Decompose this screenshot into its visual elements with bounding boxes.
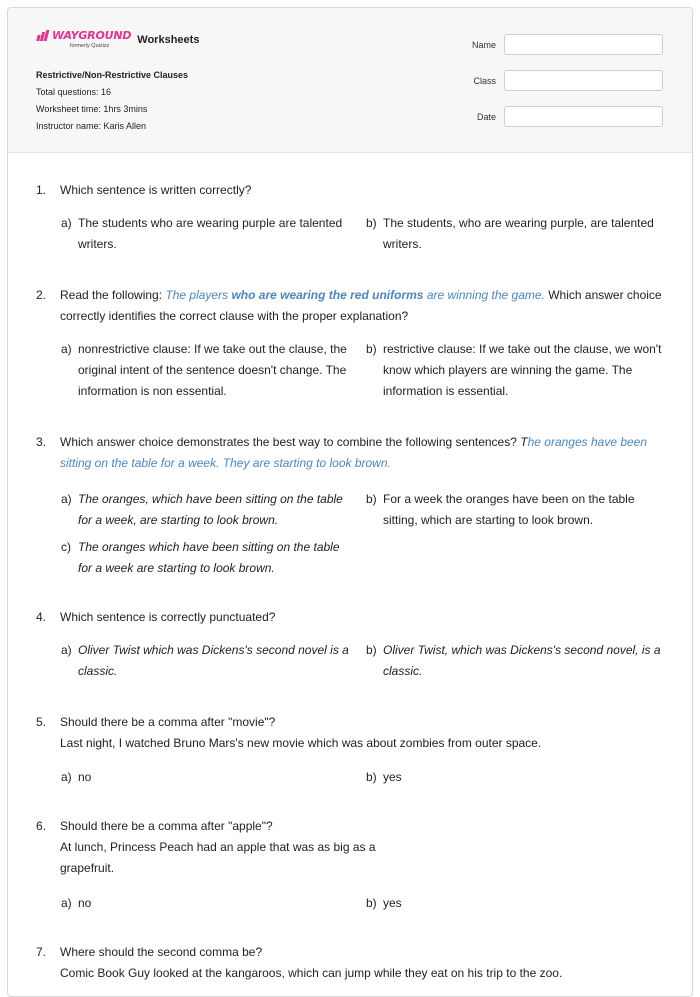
logo-bars-icon xyxy=(36,30,50,41)
option-letter: b) xyxy=(366,492,377,506)
option-text: Oliver Twist which was Dickens's second novel is a classic. xyxy=(78,643,349,678)
option-letter: a) xyxy=(61,342,72,356)
worksheet-time: Worksheet time: 1hrs 3mins xyxy=(36,104,148,114)
question-stem: Which sentence is correctly punctuated? xyxy=(60,610,276,624)
option-text: nonrestrictive clause: If we take out the clause, the original intent of the sentence doesn't change. The information is non essential. xyxy=(78,342,347,398)
name-field-row xyxy=(472,34,663,55)
question-stem: Read the following: The players who are wearing the red uniforms are winning the game. Which answer choice correctly identifies the correct clause with the proper explanation? xyxy=(60,288,662,323)
question-sentence: At lunch, Princess Peach had an apple that was as big as a grapefruit. xyxy=(60,840,376,875)
worksheet-meta xyxy=(36,67,188,135)
option-text: no xyxy=(78,896,92,910)
wayground-logo xyxy=(36,29,131,49)
option-letter: c) xyxy=(61,540,71,554)
option-text: restrictive clause: If we take out the clause, we won't know which players are winning the game. The information is essential. xyxy=(383,342,662,398)
option-text: Oliver Twist, which was Dickens's second novel, is a classic. xyxy=(383,643,661,678)
option-text: For a week the oranges have been on the table sitting, which are starting to look brown. xyxy=(383,492,635,527)
name-input[interactable] xyxy=(504,34,663,55)
question-stem: Where should the second comma be? Comic Book Guy looked at the kangaroos, which can jump while they eat on his trip to the zoo. xyxy=(60,942,666,984)
worksheet-title: Restrictive/Non-Restrictive Clauses xyxy=(36,70,189,80)
question-number: 4. xyxy=(36,610,47,624)
option-letter: a) xyxy=(61,896,72,910)
question-stem: Which sentence is written correctly? xyxy=(60,183,252,197)
option-letter: b) xyxy=(366,770,377,784)
option-letter: b) xyxy=(366,896,377,910)
option-text: yes xyxy=(383,896,402,910)
brand xyxy=(36,29,199,49)
question-stem: Which answer choice demonstrates the best way to combine the following sentences? The oranges have been sitting on the table for a week. They are starting to look brown. xyxy=(60,435,648,470)
class-label: Class xyxy=(473,75,496,86)
worksheet-page xyxy=(7,7,693,997)
option-letter: b) xyxy=(366,643,377,657)
option-letter: a) xyxy=(61,216,72,230)
question-sentence: Comic Book Guy looked at the kangaroos, which can jump while they eat on his trip to the zoo. xyxy=(60,966,563,980)
question-number: 7. xyxy=(36,945,47,959)
date-field-row xyxy=(472,106,663,127)
option-letter: a) xyxy=(61,770,72,784)
question-number: 2. xyxy=(36,288,47,302)
option-text: The students, who are wearing purple, are talented writers. xyxy=(383,216,654,251)
option-text: The oranges which have been sitting on the table for a week are starting to look brown. xyxy=(78,540,340,575)
option-text: The students who are wearing purple are talented writers. xyxy=(78,216,343,251)
instructor-name: Instructor name: Karis Allen xyxy=(36,121,147,131)
total-questions: Total questions: 16 xyxy=(36,87,112,97)
product-name: Worksheets xyxy=(137,34,200,46)
logo-text: WAYGROUND xyxy=(52,29,132,42)
option-text: yes xyxy=(383,770,402,784)
option-letter: b) xyxy=(366,342,377,356)
quoted-sentence: The players xyxy=(165,288,232,302)
option-letter: b) xyxy=(366,216,377,230)
logo-subtitle: formerly Quizizz xyxy=(69,43,110,49)
class-field-row xyxy=(472,70,663,91)
worksheet-header xyxy=(8,8,692,153)
option-letter: a) xyxy=(61,492,72,506)
question-stem: Should there be a comma after "movie"? Last night, I watched Bruno Mars's new movie which was about zombies from outer space. xyxy=(60,712,666,754)
highlighted-clause: who are wearing the red uniforms xyxy=(231,288,424,302)
question-stem: Should there be a comma after "apple"? At lunch, Princess Peach had an apple that was as big as a grapefruit. xyxy=(60,816,666,879)
option-text: no xyxy=(78,770,92,784)
student-fields xyxy=(472,34,663,142)
question-number: 5. xyxy=(36,715,47,729)
quoted-sentences: he oranges have been sitting on the table for a week. They are starting to look brown. xyxy=(60,435,648,470)
option-letter: a) xyxy=(61,643,72,657)
date-input[interactable] xyxy=(504,106,663,127)
option-text: The oranges, which have been sitting on the table for a week, are starting to look brown. xyxy=(78,492,343,527)
question-sentence: Last night, I watched Bruno Mars's new movie which was about zombies from outer space. xyxy=(60,736,542,750)
question-number: 1. xyxy=(36,183,47,197)
class-input[interactable] xyxy=(504,70,663,91)
name-label: Name xyxy=(471,39,496,50)
date-label: Date xyxy=(476,111,496,122)
question-number: 3. xyxy=(36,435,47,449)
question-number: 6. xyxy=(36,819,47,833)
